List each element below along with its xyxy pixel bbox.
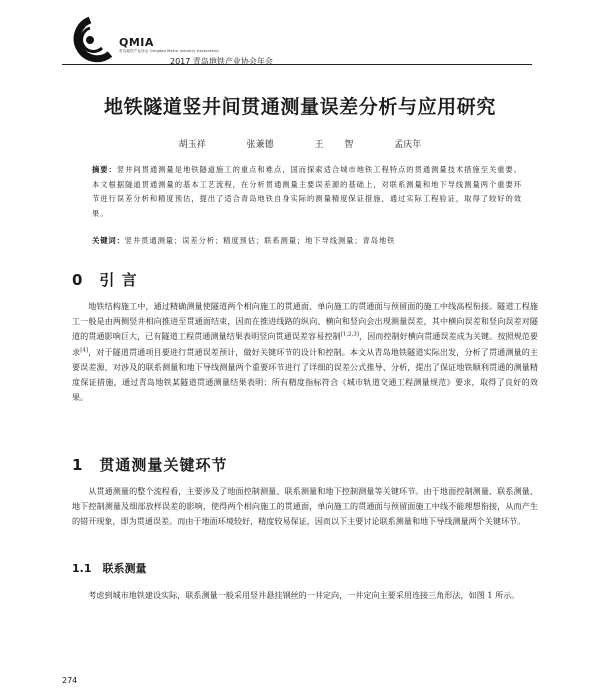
author-name: 张兼德	[246, 140, 274, 150]
intro-text-b: ，因而控制好横向贯通误差成为关键。按照规范要求	[72, 331, 538, 357]
section-1-1-paragraph	[72, 588, 538, 603]
citation: [1,2,3]	[340, 331, 359, 338]
header-rule	[62, 64, 532, 65]
page-number: 274	[62, 676, 78, 685]
keywords	[92, 236, 522, 246]
abstract	[92, 163, 522, 221]
author-name: 胡玉祥	[178, 140, 206, 150]
logo-text: QMIA	[119, 36, 154, 49]
intro-text-a: 地铁结构施工中，通过精确测量使隧道两个相向施工的贯通面、单向施工的贯通面与预留面的施工中线高程衔接。隧道工程施工一般是由两侧竖井相向推进至贯通面结束，因而在推进线路的纵向、横向和竖向会出现测量误差，其中横向误差和竖向误差对隧道的贯通影响巨大，已有隧道工程贯通测量结果表明竖向贯通误差容易控制	[72, 301, 538, 342]
paper-title: 地铁隧道竖井间贯通测量误差分析与应用研究	[103, 96, 496, 118]
author-list	[0, 137, 600, 150]
abstract-label: 摘要：	[92, 165, 117, 174]
section-heading-1-1: 1.1 联系测量	[72, 562, 147, 575]
author-name: 孟庆年	[394, 140, 422, 150]
intro-paragraph	[72, 299, 538, 405]
section-heading-1: 1 贯通测量关键环节	[72, 456, 228, 474]
page-header	[62, 14, 532, 66]
section-1-1-text: 考虑到城市地铁建设实际，联系测量一般采用竖井悬挂钢丝的一井定向，一井定向主要采用连接三角形法，如图 1 所示。	[88, 590, 520, 600]
abstract-text: 竖井间贯通测量是地铁隧道施工的重点和难点，国而探索适合城市地铁工程特点的贯通测量技术措施至关重要。本文根据隧道贯通测量的基本工艺流程，在分析贯通测量主要误差源的基础上，对联系测量和地下导线测量两个重要环节进行误差分析和精度预估，提出了适合青岛地铁自身实际的测量精度保证措施，通过实际工程验证，取得了较好的效果。	[92, 165, 522, 218]
section-1-text: 从贯通测量的整个流程看，主要涉及了地面控制测量、联系测量和地下控制测量等关键环节。由于地面控制测量、联系测量、地下控制测量及细部放样误差的影响，使得两个相向施工的贯通面，单向施工的贯通面与预留面施工中线不能理想衔接，从而产生的错开现象，即为贯通误差。而由于地面环境较好，精度较易保证，因而以下主要讨论联系测量和地下导线测量两个关键环节。	[72, 486, 538, 527]
keywords-label: 关键词：	[92, 236, 125, 245]
citation: [4]	[80, 346, 88, 353]
logo-subtext: 青岛地铁产业协会 Qingdao Metro Industry Association	[119, 49, 220, 53]
section-heading-intro: 0 引 言	[72, 271, 138, 289]
author-name: 王 智	[314, 140, 354, 150]
section-1-paragraph	[72, 484, 538, 530]
conference-name: 2017 青岛地铁产业协会年会	[170, 57, 273, 66]
keywords-text: 竖井贯通测量；误差分析；精度预估；联系测量；地下导线测量；青岛地铁	[124, 236, 396, 245]
intro-text-c: ，对于隧道贯通项目要进行贯通误差预计，做好关键环节的设计和控制。本文从青岛地铁隧道实际出发，分析了贯通测量的主要误差源，对涉及的联系测量和地下导线测量两个重要环节进行了详细的误差公式推导、分析，提出了保证地铁顺利贯通的测量精度保证措施，通过青岛地铁某隧道贯通测量结果表明：所有精度指标符合《城市轨道交通工程测量规范》要求，取得了良好的效果。	[72, 346, 538, 403]
